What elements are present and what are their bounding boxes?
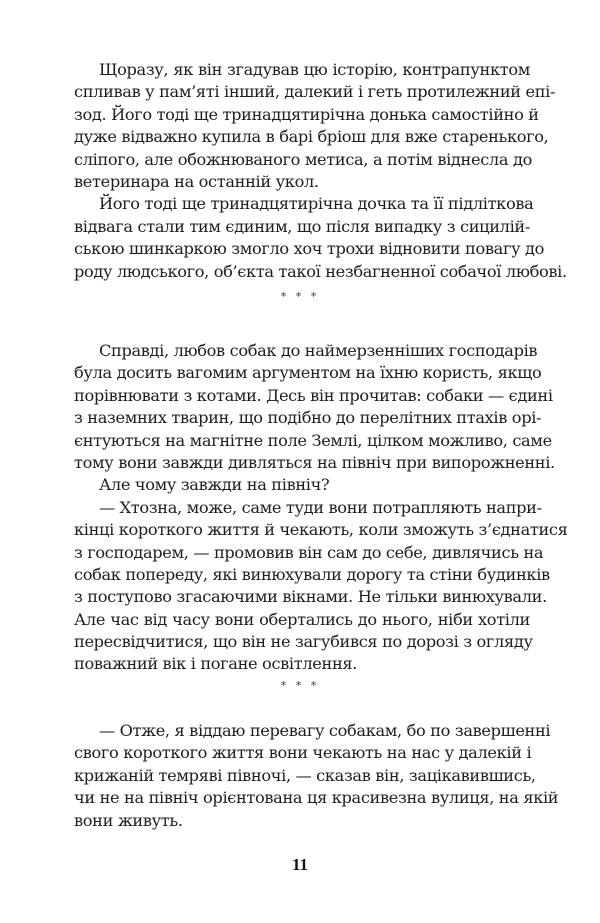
text-line: з наземних тварин, що подібно до перелітних птахів орі-: [74, 408, 542, 428]
text-line: ською шинкаркою змогло хоч трохи відновити повагу до: [74, 239, 545, 259]
text-line: Щоразу, як він згадував цю історію, контрапунктом: [99, 60, 530, 79]
text-line: з поступово згасаючими вікнами. Не тільки винюхували.: [74, 587, 547, 607]
paragraph: [74, 474, 530, 496]
paragraph: [74, 720, 559, 832]
text-line: Але чому завжди на північ?: [99, 475, 330, 495]
text-line: вони живуть.: [74, 810, 183, 830]
text-line: роду людського, об’єкта такої незбагненної собачої любові.: [74, 261, 567, 281]
text-line: зод. Його тоді ще тринадцятирічна донька самостійно й: [74, 104, 539, 124]
paragraph: [74, 497, 568, 676]
text-line: сліпого, але обожнюваного метиса, а потім віднесла до: [74, 149, 532, 169]
text-line: крижаній темряві півночі, — сказав він, зацікавившись,: [74, 765, 536, 785]
section-separator: * * *: [280, 290, 320, 303]
section-1: [74, 59, 567, 283]
section-2: [74, 340, 568, 676]
text-line: поважний вік і погане освітлення.: [74, 654, 358, 674]
text-line: була досить вагомим аргументом на їхню користь, якщо: [74, 363, 542, 383]
text-line: дуже відважно купила в барі бріош для вже старенького,: [74, 127, 549, 147]
text-line: ветеринара на останній укол.: [74, 171, 319, 191]
text-line: — Отже, я віддаю перевагу собакам, бо по завершенні: [99, 721, 551, 740]
text-line: — Хтозна, може, саме туди вони потрапляють напри-: [99, 497, 542, 517]
text-line: Справді, любов собак до наймерзенніших господарів: [99, 341, 538, 360]
paragraph: [74, 193, 567, 283]
section-3: [74, 720, 559, 832]
section-separator: * * *: [280, 679, 320, 692]
text-line: свого короткого життя вони чекають на нас у далекій і: [74, 743, 532, 763]
text-line: відвага стали тим єдиним, що після випадку з сицилій-: [74, 216, 530, 236]
text-line: спливав у пам’яті інший, далекий і геть протилежний епі-: [74, 82, 556, 102]
text-line: чи не на північ орієнтована ця красивезна вулиця, на якій: [74, 788, 559, 808]
page-number: 11: [291, 855, 309, 874]
text-line: кінці короткого життя й чекають, коли зможуть з’єднатися: [74, 520, 568, 540]
paragraph: [74, 340, 555, 474]
text-line: Його тоді ще тринадцятирічна дочка та її підліткова: [99, 194, 534, 214]
text-line: Але час від часу вони обертались до нього, ніби хотіли: [74, 609, 530, 629]
paragraph: [74, 59, 556, 193]
text-line: собак попереду, які винюхували дорогу та стіни будинків: [74, 564, 550, 584]
text-line: тому вони завжди дивляться на північ при випорожненні.: [74, 452, 555, 472]
text-line: з господарем, — промовив він сам до себе, дивлячись на: [74, 542, 544, 562]
text-line: єнтуються на магнітне поле Землі, цілком можливо, саме: [74, 430, 552, 450]
text-line: порівнювати з котами. Десь він прочитав: собаки — єдині: [74, 385, 553, 405]
text-line: пересвідчитися, що він не загубився по дорозі з огляду: [74, 632, 533, 652]
